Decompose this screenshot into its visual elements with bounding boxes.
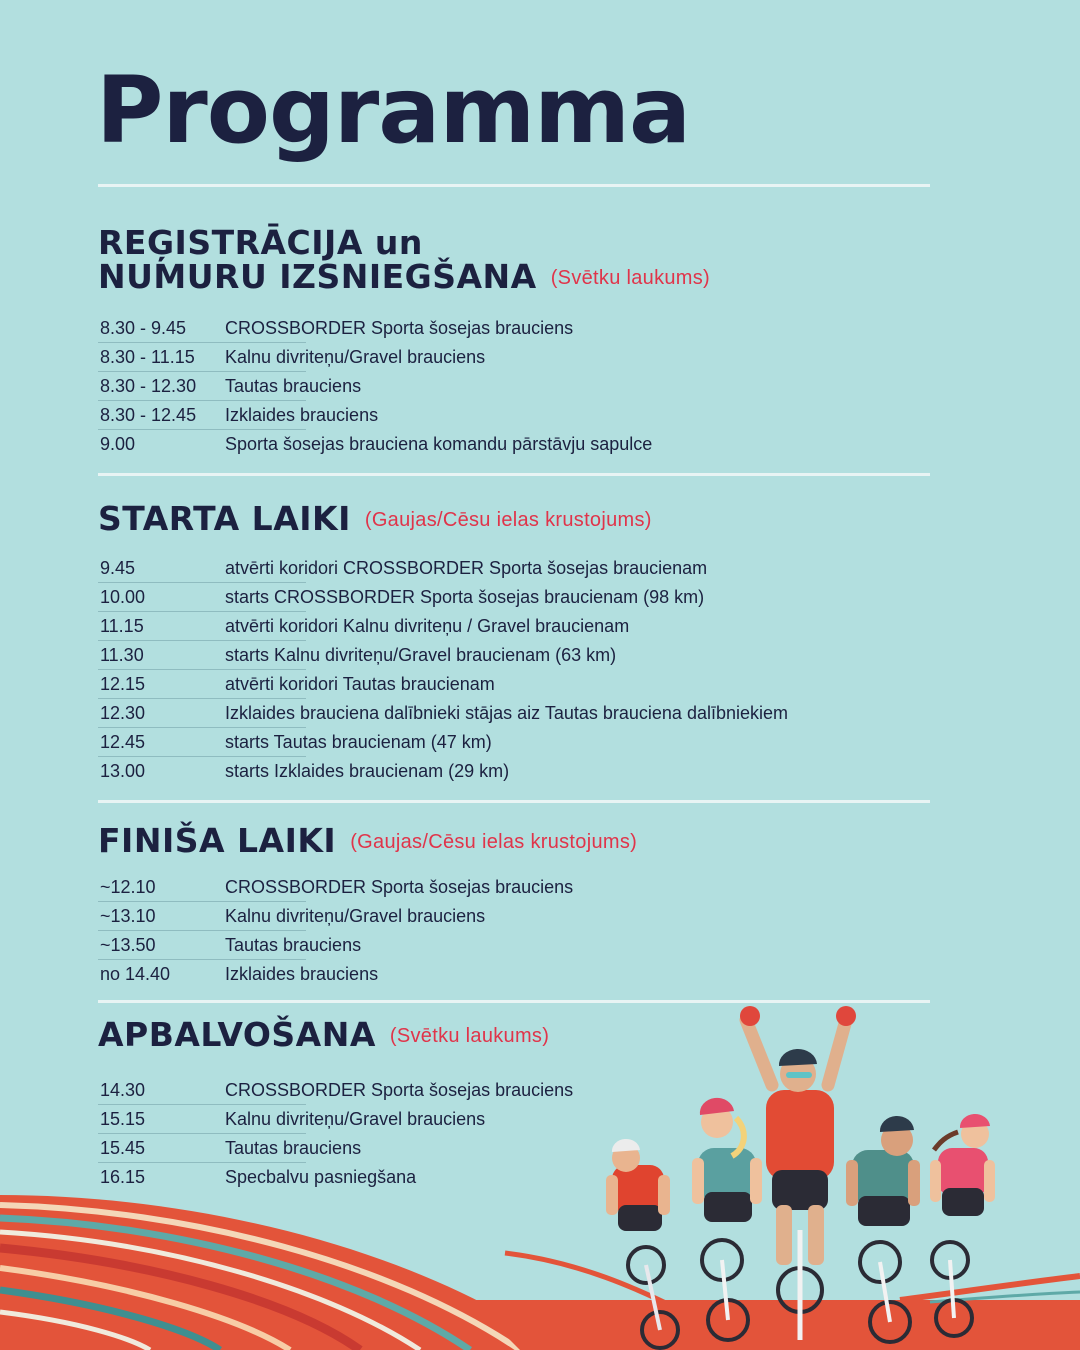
- schedule-event: atvērti koridori CROSSBORDER Sporta šosejas braucienam: [225, 558, 708, 578]
- section-location: (Gaujas/Cēsu ielas krustojums): [350, 831, 638, 853]
- schedule-event: Izklaides brauciena dalībnieki stājas aiz Tautas brauciena dalībniekiem: [225, 703, 789, 723]
- schedule-event: starts Kalnu divriteņu/Gravel braucienam (63 km): [225, 645, 617, 665]
- section-title-registration: [98, 223, 711, 296]
- schedule-row: [98, 343, 918, 372]
- schedule-row: [98, 873, 918, 902]
- schedule-event: atvērti koridori Kalnu divriteņu / Gravel braucienam: [225, 616, 630, 636]
- schedule-event: Kalnu divriteņu/Gravel brauciens: [225, 906, 486, 926]
- schedule-row: [98, 1105, 918, 1134]
- divider: [98, 473, 930, 476]
- schedule-event: CROSSBORDER Sporta šosejas brauciens: [225, 1080, 574, 1100]
- section-title-text: FINIŠA LAIKI: [98, 821, 337, 860]
- schedule-event: Specbalvu pasniegšana: [225, 1167, 417, 1187]
- schedule-event: Tautas brauciens: [225, 935, 362, 955]
- section-location: (Svētku laukums): [389, 1025, 550, 1047]
- schedule-time: 16.15: [100, 1167, 146, 1187]
- schedule-time: 11.15: [100, 616, 144, 636]
- schedule-row: [98, 670, 918, 699]
- schedule-time: 10.00: [100, 587, 146, 607]
- schedule-time: ~13.10: [100, 906, 156, 926]
- section-location: (Svētku laukums): [550, 267, 711, 289]
- schedule-row: [98, 641, 918, 670]
- schedule-list-registration: [98, 314, 918, 459]
- schedule-time: 12.15: [100, 674, 146, 694]
- schedule-time: 15.45: [100, 1138, 146, 1158]
- schedule-list-awards: [98, 1076, 918, 1192]
- schedule-time: no 14.40: [100, 964, 171, 984]
- schedule-row: [98, 960, 918, 989]
- section-title-line: REĢISTRĀCIJA un: [98, 223, 423, 262]
- schedule-event: Izklaides brauciens: [225, 964, 379, 984]
- schedule-event: starts Izklaides braucienam (29 km): [225, 761, 510, 781]
- schedule-time: 14.30: [100, 1080, 146, 1100]
- schedule-row: [98, 554, 918, 583]
- schedule-list-start-times: [98, 554, 918, 786]
- schedule-row: [98, 699, 918, 728]
- schedule-event: Izklaides brauciens: [225, 405, 379, 425]
- schedule-event: Kalnu divriteņu/Gravel brauciens: [225, 347, 486, 367]
- schedule-row: [98, 728, 918, 757]
- schedule-row: [98, 372, 918, 401]
- section-title-text: STARTA LAIKI: [98, 499, 351, 538]
- schedule-row: [98, 1163, 918, 1192]
- schedule-row: [98, 931, 918, 960]
- schedule-row: [98, 430, 918, 459]
- section-location: (Gaujas/Cēsu ielas krustojums): [364, 509, 652, 531]
- schedule-time: 8.30 - 12.30: [100, 376, 197, 396]
- section-title-finish-times: [98, 821, 638, 860]
- schedule-time: 8.30 - 9.45: [100, 318, 187, 338]
- schedule-event: Kalnu divriteņu/Gravel brauciens: [225, 1109, 486, 1129]
- schedule-event: starts CROSSBORDER Sporta šosejas braucienam (98 km): [225, 587, 705, 607]
- schedule-time: 15.15: [100, 1109, 146, 1129]
- schedule-row: [98, 902, 918, 931]
- schedule-time: ~12.10: [100, 877, 156, 897]
- schedule-event: CROSSBORDER Sporta šosejas brauciens: [225, 877, 574, 897]
- schedule-time: 8.30 - 12.45: [100, 405, 197, 425]
- schedule-row: [98, 1076, 918, 1105]
- schedule-time: 12.30: [100, 703, 146, 723]
- schedule-event: atvērti koridori Tautas braucienam: [225, 674, 495, 694]
- schedule-time: 11.30: [100, 645, 144, 665]
- section-title-line: NUMURU IZSNIEGŠANA: [98, 257, 537, 296]
- schedule-time: 13.00: [100, 761, 146, 781]
- schedule-list-finish-times: [98, 873, 918, 989]
- schedule-event: Tautas brauciens: [225, 376, 362, 396]
- divider: [98, 800, 930, 803]
- divider: [98, 184, 930, 187]
- section-title-text: APBALVOŠANA: [98, 1015, 376, 1054]
- schedule-time: 9.45: [100, 558, 136, 578]
- schedule-row: [98, 583, 918, 612]
- schedule-time: 12.45: [100, 732, 146, 752]
- section-title-start-times: [98, 499, 652, 538]
- page-title: Programma: [96, 57, 691, 164]
- schedule-event: Tautas brauciens: [225, 1138, 362, 1158]
- schedule-time: ~13.50: [100, 935, 156, 955]
- schedule-event: CROSSBORDER Sporta šosejas brauciens: [225, 318, 574, 338]
- schedule-row: [98, 757, 918, 786]
- schedule-event: Sporta šosejas brauciena komandu pārstāvju sapulce: [225, 434, 653, 454]
- schedule-row: [98, 612, 918, 641]
- schedule-event: starts Tautas braucienam (47 km): [225, 732, 492, 752]
- schedule-time: 9.00: [100, 434, 136, 454]
- schedule-row: [98, 314, 918, 343]
- schedule-row: [98, 1134, 918, 1163]
- schedule-time: 8.30 - 11.15: [100, 347, 195, 367]
- schedule-row: [98, 401, 918, 430]
